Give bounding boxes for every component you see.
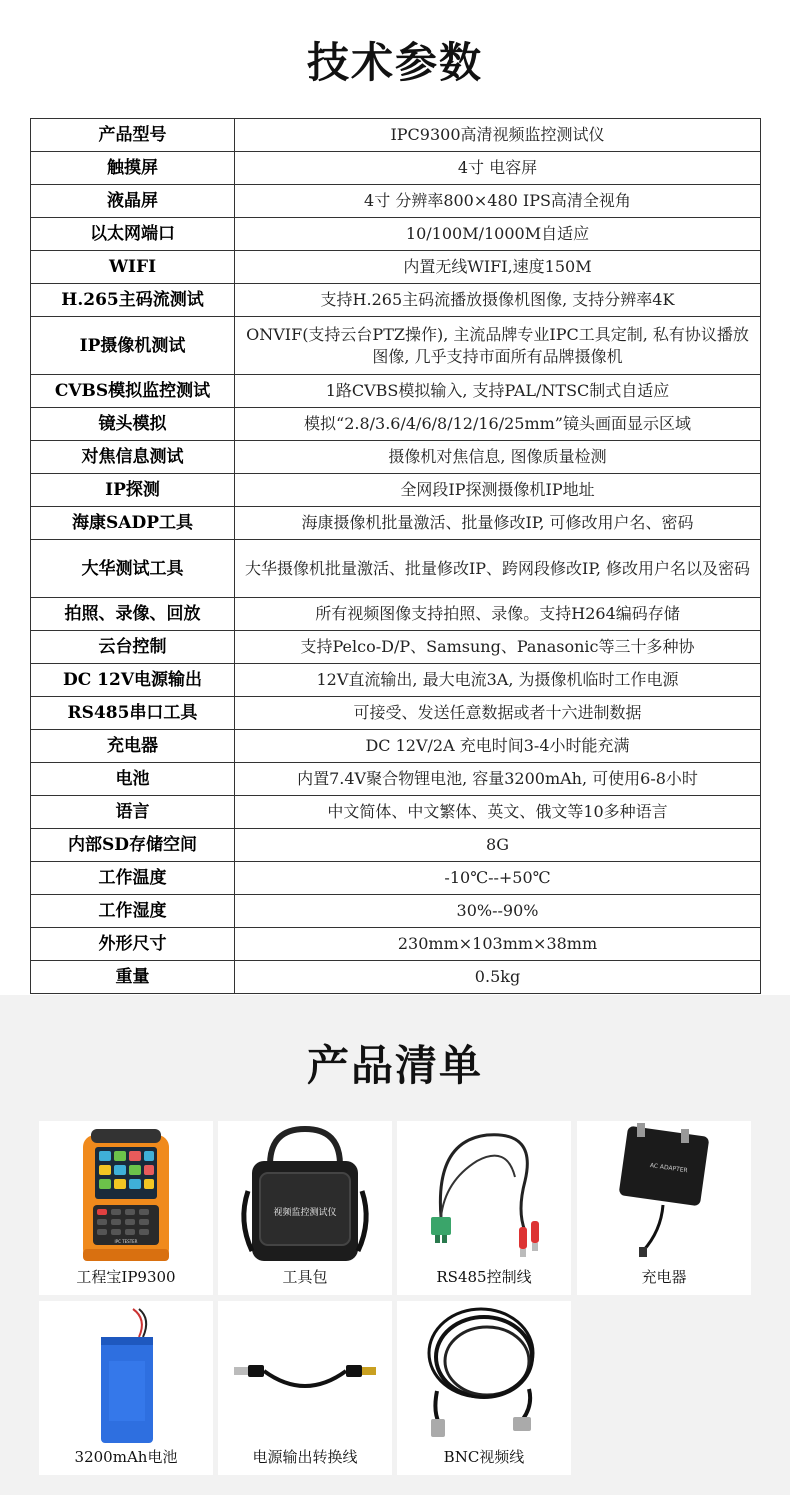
table-row bbox=[31, 961, 761, 994]
product-card-charger bbox=[577, 1121, 751, 1295]
spec-label: 工作温度 bbox=[31, 862, 235, 895]
spec-label: 工作湿度 bbox=[31, 895, 235, 928]
spec-value: IPC9300高清视频监控测试仪 bbox=[235, 119, 761, 152]
spec-value: 支持H.265主码流播放摄像机图像, 支持分辨率4K bbox=[235, 284, 761, 317]
product-card-power-cable bbox=[218, 1301, 392, 1475]
spec-value: 30%--90% bbox=[235, 895, 761, 928]
spec-value: ONVIF(支持云台PTZ操作), 主流品牌专业IPC工具定制, 私有协议播放图像, 几乎支持市面所有品牌摄像机 bbox=[235, 317, 761, 375]
product-caption: 充电器 bbox=[641, 1268, 687, 1286]
spec-value: -10℃--+50℃ bbox=[235, 862, 761, 895]
spec-label: 外形尺寸 bbox=[31, 928, 235, 961]
table-row bbox=[31, 763, 761, 796]
table-row bbox=[31, 540, 761, 598]
table-row bbox=[31, 928, 761, 961]
table-row bbox=[31, 284, 761, 317]
spec-label: 充电器 bbox=[31, 730, 235, 763]
power-cable-icon bbox=[218, 1301, 392, 1451]
table-row bbox=[31, 697, 761, 730]
spec-label: IP探测 bbox=[31, 474, 235, 507]
charger-icon bbox=[577, 1121, 751, 1271]
spec-value: 支持Pelco-D/P、Samsung、Panasonic等三十多种协 bbox=[235, 631, 761, 664]
spec-value: 230mm×103mm×38mm bbox=[235, 928, 761, 961]
product-card-rs485 bbox=[397, 1121, 571, 1295]
battery-icon bbox=[39, 1301, 213, 1451]
spec-label: 内部SD存储空间 bbox=[31, 829, 235, 862]
table-row bbox=[31, 218, 761, 251]
table-row bbox=[31, 598, 761, 631]
spec-label: 海康SADP工具 bbox=[31, 507, 235, 540]
table-row bbox=[31, 829, 761, 862]
spec-value: 内置7.4V聚合物锂电池, 容量3200mAh, 可使用6-8小时 bbox=[235, 763, 761, 796]
spec-value: DC 12V/2A 充电时间3-4小时能充满 bbox=[235, 730, 761, 763]
table-row bbox=[31, 796, 761, 829]
spec-label: 大华测试工具 bbox=[31, 540, 235, 598]
spec-value: 所有视频图像支持拍照、录像。支持H264编码存储 bbox=[235, 598, 761, 631]
spec-label: DC 12V电源输出 bbox=[31, 664, 235, 697]
table-row bbox=[31, 862, 761, 895]
spec-label: 语言 bbox=[31, 796, 235, 829]
product-caption: BNC视频线 bbox=[443, 1448, 525, 1466]
spec-value: 中文简体、中文繁体、英文、俄文等10多种语言 bbox=[235, 796, 761, 829]
product-card-tester bbox=[39, 1121, 213, 1295]
spec-label: CVBS模拟监控测试 bbox=[31, 375, 235, 408]
spec-section-title: 技术参数 bbox=[306, 38, 483, 87]
table-row bbox=[31, 408, 761, 441]
product-caption: 工具包 bbox=[282, 1268, 328, 1286]
spec-value: 4寸 电容屏 bbox=[235, 152, 761, 185]
spec-label: 拍照、录像、回放 bbox=[31, 598, 235, 631]
spec-label: 触摸屏 bbox=[31, 152, 235, 185]
spec-table bbox=[30, 118, 761, 994]
spec-label: 以太网端口 bbox=[31, 218, 235, 251]
product-caption: 工程宝IP9300 bbox=[76, 1268, 176, 1286]
table-row bbox=[31, 730, 761, 763]
product-grid bbox=[39, 1121, 751, 1473]
product-caption: 电源输出转换线 bbox=[252, 1448, 358, 1466]
table-row bbox=[31, 317, 761, 375]
tool-bag-icon bbox=[218, 1121, 392, 1271]
spec-label: 对焦信息测试 bbox=[31, 441, 235, 474]
spec-value: 10/100M/1000M自适应 bbox=[235, 218, 761, 251]
spec-value: 模拟“2.8/3.6/4/6/8/12/16/25mm”镜头画面显示区域 bbox=[235, 408, 761, 441]
table-row bbox=[31, 251, 761, 284]
spec-label: WIFI bbox=[31, 251, 235, 284]
product-card-battery bbox=[39, 1301, 213, 1475]
rs485-cable-icon bbox=[397, 1121, 571, 1271]
spec-label: 液晶屏 bbox=[31, 185, 235, 218]
product-card-bag bbox=[218, 1121, 392, 1295]
product-list-section bbox=[0, 995, 790, 1495]
spec-value: 摄像机对焦信息, 图像质量检测 bbox=[235, 441, 761, 474]
spec-value: 8G bbox=[235, 829, 761, 862]
spec-label: 产品型号 bbox=[31, 119, 235, 152]
table-row bbox=[31, 507, 761, 540]
svg-text:视频监控测试仪: 视频监控测试仪 bbox=[273, 1208, 337, 1218]
table-row bbox=[31, 152, 761, 185]
tester-device-icon bbox=[39, 1121, 213, 1271]
table-row bbox=[31, 119, 761, 152]
spec-label: RS485串口工具 bbox=[31, 697, 235, 730]
table-row bbox=[31, 664, 761, 697]
table-row bbox=[31, 895, 761, 928]
svg-text:AC ADAPTER: AC ADAPTER bbox=[649, 1162, 689, 1175]
product-caption: 3200mAh电池 bbox=[74, 1448, 178, 1466]
product-list-title: 产品清单 bbox=[306, 1041, 483, 1090]
spec-label: 镜头模拟 bbox=[31, 408, 235, 441]
spec-value: 0.5kg bbox=[235, 961, 761, 994]
table-row bbox=[31, 631, 761, 664]
spec-label: 重量 bbox=[31, 961, 235, 994]
spec-value: 大华摄像机批量激活、批量修改IP、跨网段修改IP, 修改用户名以及密码 bbox=[235, 540, 761, 598]
spec-value: 可接受、发送任意数据或者十六进制数据 bbox=[235, 697, 761, 730]
table-row bbox=[31, 375, 761, 408]
spec-label: IP摄像机测试 bbox=[31, 317, 235, 375]
product-caption: RS485控制线 bbox=[436, 1268, 532, 1286]
spec-value: 全网段IP探测摄像机IP地址 bbox=[235, 474, 761, 507]
spec-value: 4寸 分辨率800×480 IPS高清全视角 bbox=[235, 185, 761, 218]
spec-label: 电池 bbox=[31, 763, 235, 796]
svg-text:IPC TESTER: IPC TESTER bbox=[114, 1239, 138, 1244]
table-row bbox=[31, 474, 761, 507]
table-row bbox=[31, 441, 761, 474]
table-row bbox=[31, 185, 761, 218]
spec-value: 海康摄像机批量激活、批量修改IP, 可修改用户名、密码 bbox=[235, 507, 761, 540]
bnc-cable-icon bbox=[397, 1301, 571, 1451]
spec-value: 内置无线WIFI,速度150M bbox=[235, 251, 761, 284]
product-card-bnc bbox=[397, 1301, 571, 1475]
spec-value: 1路CVBS模拟输入, 支持PAL/NTSC制式自适应 bbox=[235, 375, 761, 408]
spec-label: H.265主码流测试 bbox=[31, 284, 235, 317]
spec-value: 12V直流输出, 最大电流3A, 为摄像机临时工作电源 bbox=[235, 664, 761, 697]
spec-label: 云台控制 bbox=[31, 631, 235, 664]
